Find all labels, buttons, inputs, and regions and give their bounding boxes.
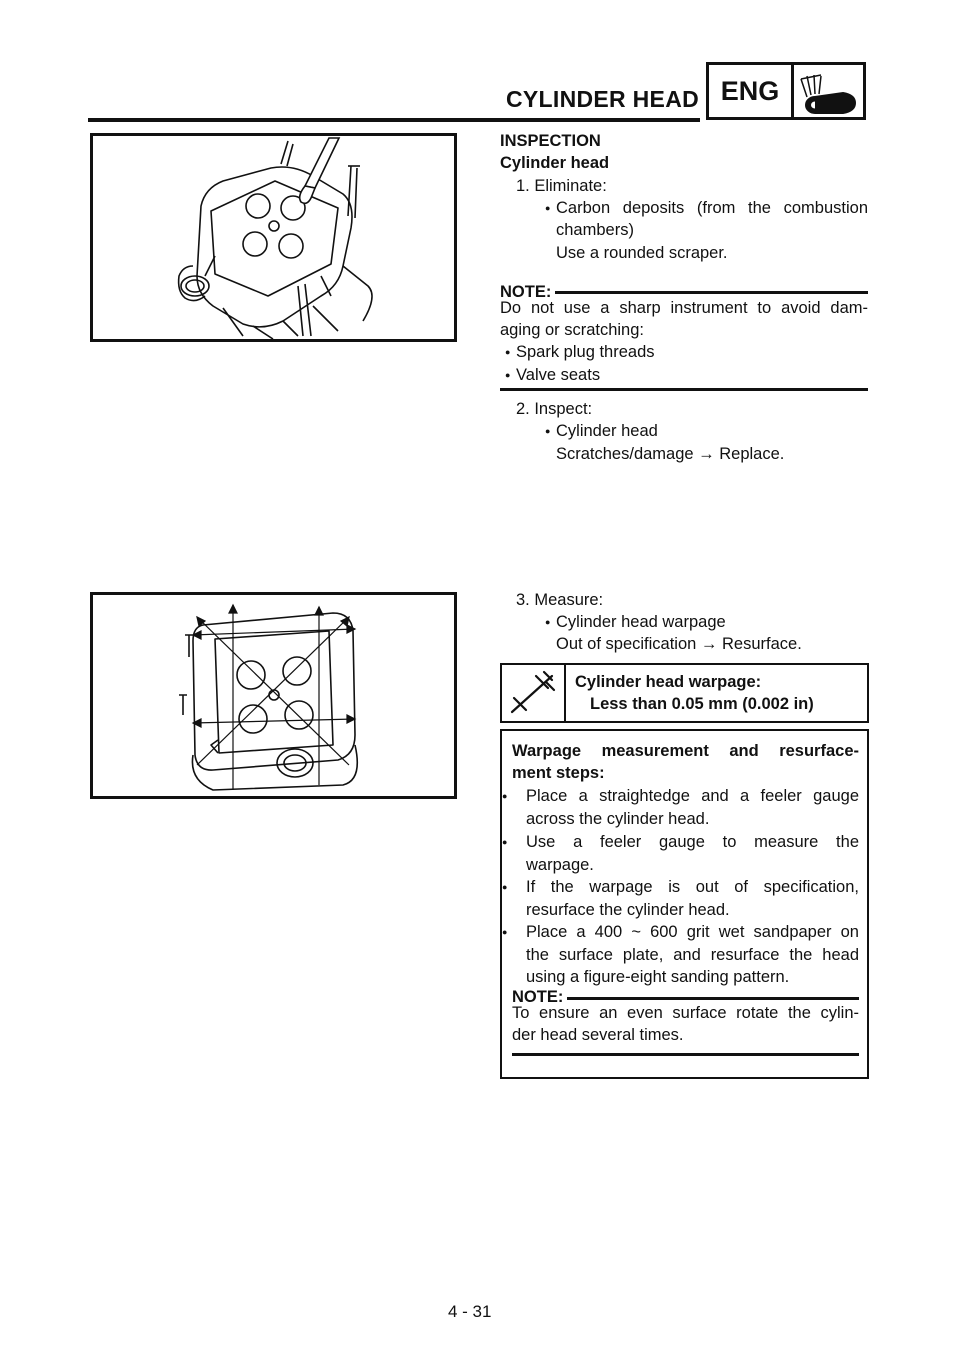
spec-value: Less than 0.05 mm (0.002 in) xyxy=(590,695,814,713)
step3-result: Out of specification → Resurface. xyxy=(556,635,802,653)
caliper-icon xyxy=(506,668,562,720)
header-rule xyxy=(88,118,700,122)
procedure-item-3: If the warpage is out of specification, resurface the cylinder head. xyxy=(526,878,859,919)
note1-label: NOTE: xyxy=(500,283,552,301)
procedure-item-4: Place a 400 ~ 600 grit wet sandpaper on the surface plate, and resurface the head using a figure-eight sanding pattern. xyxy=(526,923,859,986)
step1-bullet: Carbon deposits (from the combustion xyxy=(556,199,868,217)
section-title: CYLINDER HEAD xyxy=(506,86,700,112)
note1-line1: Do not use a sharp instrument to avoid dam- xyxy=(500,299,868,317)
spec-divider xyxy=(564,665,566,721)
engine-tool-icon xyxy=(793,67,865,119)
step2-label: 2. Inspect: xyxy=(516,400,593,418)
step1-bullet-cont: chambers) xyxy=(556,221,634,239)
spec-label: Cylinder head warpage: xyxy=(575,673,762,691)
figure-cylinder-head-warpage xyxy=(90,592,457,799)
step2-result: Scratches/damage → Replace. xyxy=(556,445,785,463)
note1-top-rule xyxy=(555,291,868,294)
badge-label: ENG xyxy=(709,65,794,117)
step1-label: 1. Eliminate: xyxy=(516,177,607,195)
procedure-heading-line2: ment steps: xyxy=(512,764,605,782)
inspection-heading: INSPECTION xyxy=(500,132,601,150)
figure-cylinder-head-scraper xyxy=(90,133,457,342)
cylinder-head-scraper-illustration xyxy=(93,136,454,339)
note1-item-valve-seats: Valve seats xyxy=(516,366,601,384)
note1-item-spark-plug: Spark plug threads xyxy=(516,343,655,361)
procedure-note-top-rule xyxy=(567,997,859,1000)
procedure-item-1: Place a straightedge and a feeler gauge across the cylinder head. xyxy=(526,787,859,828)
procedure-heading-line1: Warpage measurement and resurface- xyxy=(512,742,859,760)
spec-box xyxy=(500,663,869,723)
procedure-note-line1: To ensure an even surface rotate the cylin- xyxy=(512,1004,859,1022)
procedure-box xyxy=(500,729,869,1079)
section-badge xyxy=(706,62,866,120)
step3-bullet: Cylinder head warpage xyxy=(556,613,726,631)
page-number: 4 - 31 xyxy=(448,1302,492,1321)
procedure-note-line2: der head several times. xyxy=(512,1026,684,1044)
procedure-note-bottom-rule xyxy=(512,1053,859,1056)
note1-line2: aging or scratching: xyxy=(500,321,644,339)
cylinder-head-subheading: Cylinder head xyxy=(500,154,610,172)
procedure-note-label: NOTE: xyxy=(512,988,564,1006)
procedure-item-2: Use a feeler gauge to measure the warpage. xyxy=(526,833,859,874)
step1-instruction: Use a rounded scraper. xyxy=(556,244,728,262)
step3-label: 3. Measure: xyxy=(516,591,604,609)
cylinder-head-warpage-illustration xyxy=(93,595,454,796)
step2-bullet: Cylinder head xyxy=(556,422,658,440)
note1-bottom-rule xyxy=(500,388,868,391)
